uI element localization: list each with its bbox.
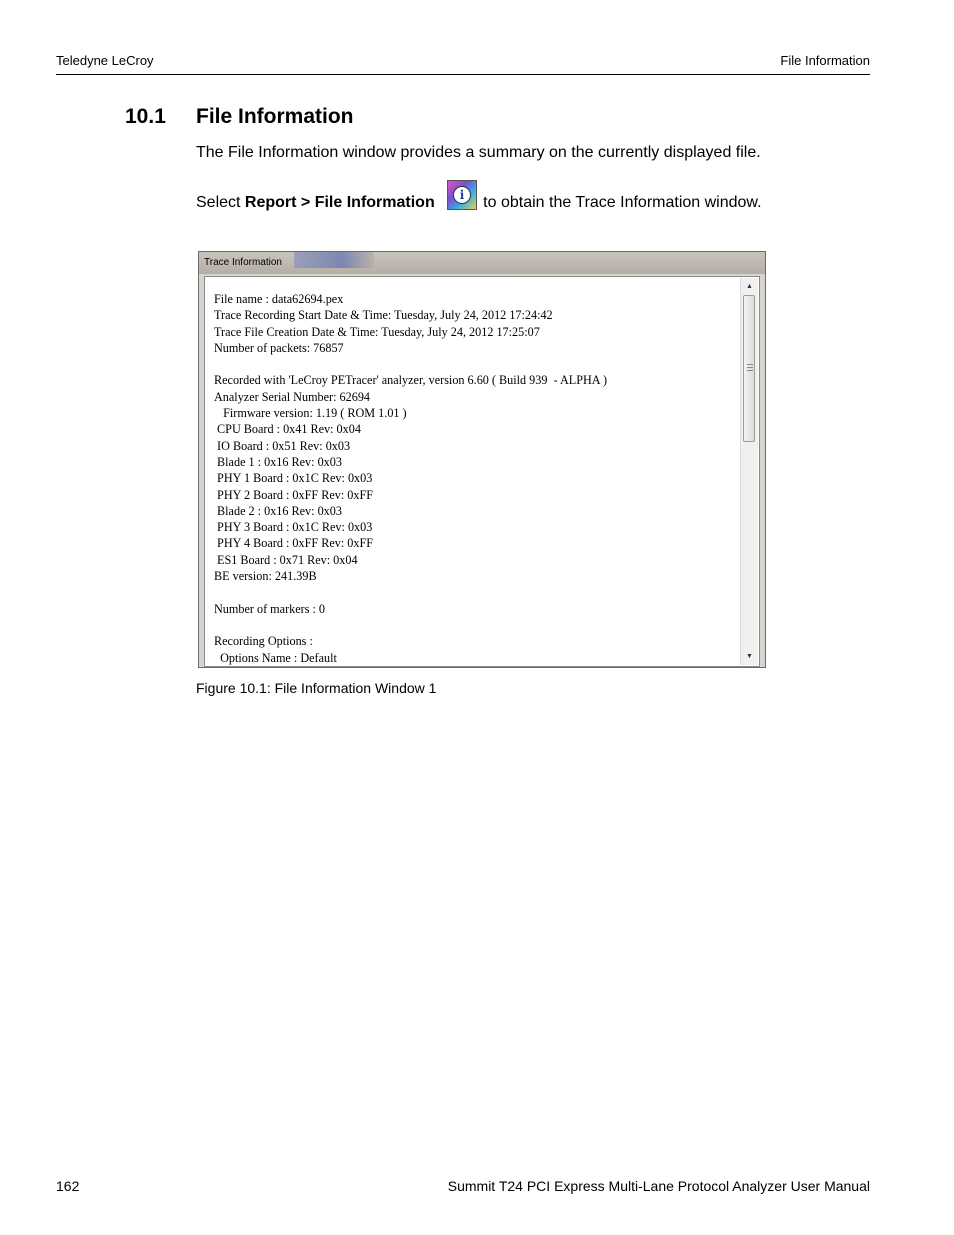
trace-info-text <box>214 291 735 666</box>
trace-info-line: PHY 3 Board : 0x1C Rev: 0x03 <box>214 520 373 535</box>
trace-info-line <box>214 617 735 633</box>
trace-info-line: Analyzer Serial Number: 62694 <box>214 389 371 404</box>
trace-info-line: BE version: 241.39B <box>214 569 317 584</box>
trace-info-line <box>214 356 735 372</box>
figure-caption: Figure 10.1: File Information Window 1 <box>196 680 437 696</box>
scrollbar-grip-icon <box>747 364 753 372</box>
trace-info-line: Trace File Creation Date & Time: Tuesday, July 24, 2012 17:25:07 <box>214 324 540 339</box>
trace-info-line: Number of markers : 0 <box>214 601 326 616</box>
trace-info-line: File name : data62694.pex <box>214 292 344 306</box>
scrollbar-thumb[interactable] <box>743 295 755 442</box>
instruction-paragraph <box>196 194 762 212</box>
trace-info-textbox[interactable] <box>204 276 760 667</box>
section-number: 10.1 <box>125 105 166 128</box>
trace-info-line: PHY 2 Board : 0xFF Rev: 0xFF <box>214 487 374 502</box>
trace-info-line: Number of packets: 76857 <box>214 340 344 355</box>
window-titlebar[interactable] <box>199 252 765 274</box>
trace-info-line: Trace Recording Start Date & Time: Tuesday, July 24, 2012 17:24:42 <box>214 308 553 323</box>
trace-info-line: Firmware version: 1.19 ( ROM 1.01 ) <box>214 406 407 421</box>
intro-paragraph: The File Information window provides a summary on the currently displayed file. <box>196 144 761 161</box>
trace-info-line: Blade 1 : 0x16 Rev: 0x03 <box>214 454 342 469</box>
trace-info-line: Recorded with 'LeCroy PETracer' analyzer, version 6.60 ( Build 939 - ALPHA ) <box>214 373 608 388</box>
menu-path: Report > File Information <box>244 194 435 211</box>
instruction-prefix: Select <box>196 194 245 211</box>
instruction-suffix: to obtain the Trace Information window. <box>478 194 762 211</box>
trace-info-line: Options Name : Default <box>214 650 337 665</box>
trace-info-line: PHY 4 Board : 0xFF Rev: 0xFF <box>214 536 374 551</box>
trace-information-window <box>198 251 766 668</box>
window-title: Trace Information <box>204 257 282 268</box>
trace-info-line: ES1 Board : 0x71 Rev: 0x04 <box>214 552 358 567</box>
running-header-chapter: File Information <box>780 53 870 68</box>
header-rule <box>56 74 870 75</box>
scroll-up-arrow-icon[interactable]: ▲ <box>746 283 753 290</box>
trace-info-line: PHY 1 Board : 0x1C Rev: 0x03 <box>214 471 373 486</box>
running-header-company: Teledyne LeCroy <box>56 53 154 68</box>
trace-info-line: CPU Board : 0x41 Rev: 0x04 <box>214 422 361 437</box>
trace-info-line <box>214 584 735 600</box>
manual-title: Summit T24 PCI Express Multi-Lane Protocol Analyzer User Manual <box>447 1178 870 1194</box>
file-information-icon: i <box>447 180 477 210</box>
scroll-down-arrow-icon[interactable]: ▼ <box>746 653 753 660</box>
trace-info-line: Recording Options : <box>214 634 313 649</box>
trace-info-line: IO Board : 0x51 Rev: 0x03 <box>214 438 351 453</box>
vertical-scrollbar[interactable] <box>740 278 758 665</box>
page-number: 162 <box>56 1178 80 1194</box>
section-title: File Information <box>196 105 354 128</box>
trace-info-line: Blade 2 : 0x16 Rev: 0x03 <box>214 503 342 518</box>
